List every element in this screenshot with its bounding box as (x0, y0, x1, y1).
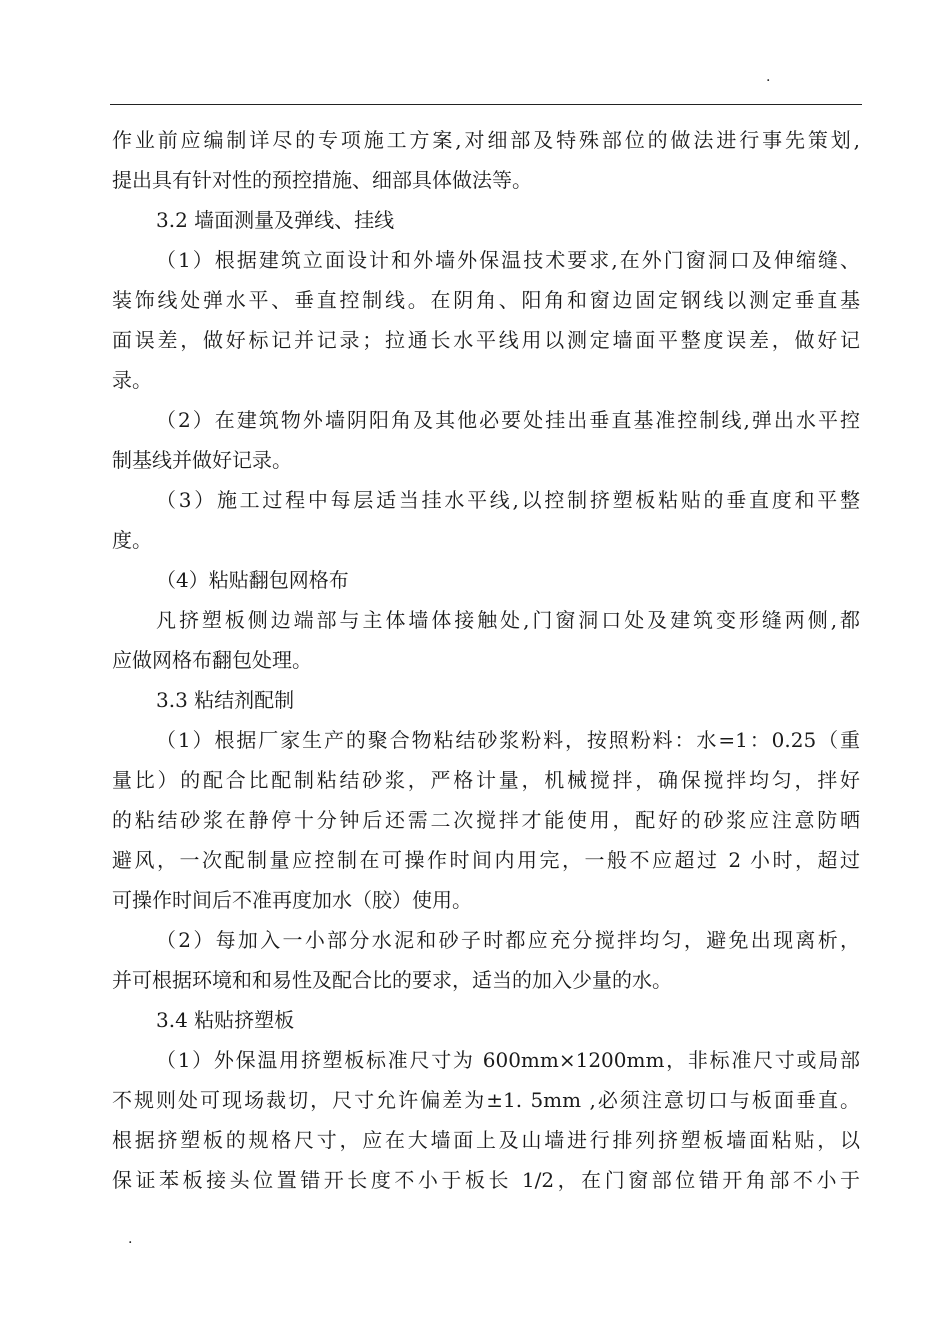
text-line: 保证苯板接头位置错开长度不小于板长 1/2，在门窗部位错开角部不小于 (112, 1168, 860, 1192)
header-mark: . (766, 69, 771, 85)
text-line: （1）根据建筑立面设计和外墙外保温技术要求,在外门窗洞口及伸缩缝、 (156, 248, 860, 272)
text-line: （2）每加入一小部分水泥和砂子时都应充分搅拌均匀，避免出现离析， (156, 928, 860, 952)
text-line: 根据挤塑板的规格尺寸，应在大墙面上及山墙进行排列挤塑板墙面粘贴，以 (112, 1128, 860, 1152)
text-line: 提出具有针对性的预控措施、细部具体做法等。 (112, 168, 532, 192)
text-line: 作业前应编制详尽的专项施工方案,对细部及特殊部位的做法进行事先策划, (112, 128, 860, 152)
text-line: （2）在建筑物外墙阴阳角及其他必要处挂出垂直基准控制线,弹出水平控 (156, 408, 860, 432)
text-line: （4）粘贴翻包网格布 (156, 568, 349, 592)
text-line: （1）外保温用挤塑板标准尺寸为 600mm×1200mm，非标准尺寸或局部 (156, 1048, 860, 1072)
text-line: 应做网格布翻包处理。 (112, 648, 312, 672)
footer-mark: . (128, 1231, 133, 1247)
text-line: 可操作时间后不准再度加水（胶）使用。 (112, 888, 472, 912)
text-line: （3）施工过程中每层适当挂水平线,以控制挤塑板粘贴的垂直度和平整 (156, 488, 860, 512)
text-line: 避风，一次配制量应控制在可操作时间内用完，一般不应超过 2 小时，超过 (112, 848, 860, 872)
text-line: 度。 (112, 528, 152, 552)
text-line: 装饰线处弹水平、垂直控制线。在阴角、阳角和窗边固定钢线以测定垂直基 (112, 288, 860, 312)
text-line: 3.4 粘贴挤塑板 (156, 1008, 295, 1032)
text-line: 面误差，做好标记并记录；拉通长水平线用以测定墙面平整度误差，做好记 (112, 328, 860, 352)
text-line: 不规则处可现场裁切，尺寸允许偏差为±1. 5mm ,必须注意切口与板面垂直。 (112, 1088, 860, 1112)
text-line: 量比）的配合比配制粘结砂浆，严格计量，机械搅拌，确保搅拌均匀，拌好 (112, 768, 860, 792)
text-line: 3.3 粘结剂配制 (156, 688, 295, 712)
text-line: 的粘结砂浆在静停十分钟后还需二次搅拌才能使用，配好的砂浆应注意防晒 (112, 808, 860, 832)
text-line: 录。 (112, 368, 152, 392)
document-body (112, 120, 860, 1200)
text-line: 3.2 墙面测量及弹线、挂线 (156, 208, 395, 232)
text-line: （1）根据厂家生产的聚合物粘结砂浆粉料，按照粉料：水=1：0.25（重 (156, 728, 860, 752)
text-line: 凡挤塑板侧边端部与主体墙体接触处,门窗洞口处及建筑变形缝两侧,都 (156, 608, 860, 632)
text-line: 制基线并做好记录。 (112, 448, 292, 472)
header-rule (110, 104, 862, 105)
text-line: 并可根据环境和和易性及配合比的要求，适当的加入少量的水。 (112, 968, 672, 992)
